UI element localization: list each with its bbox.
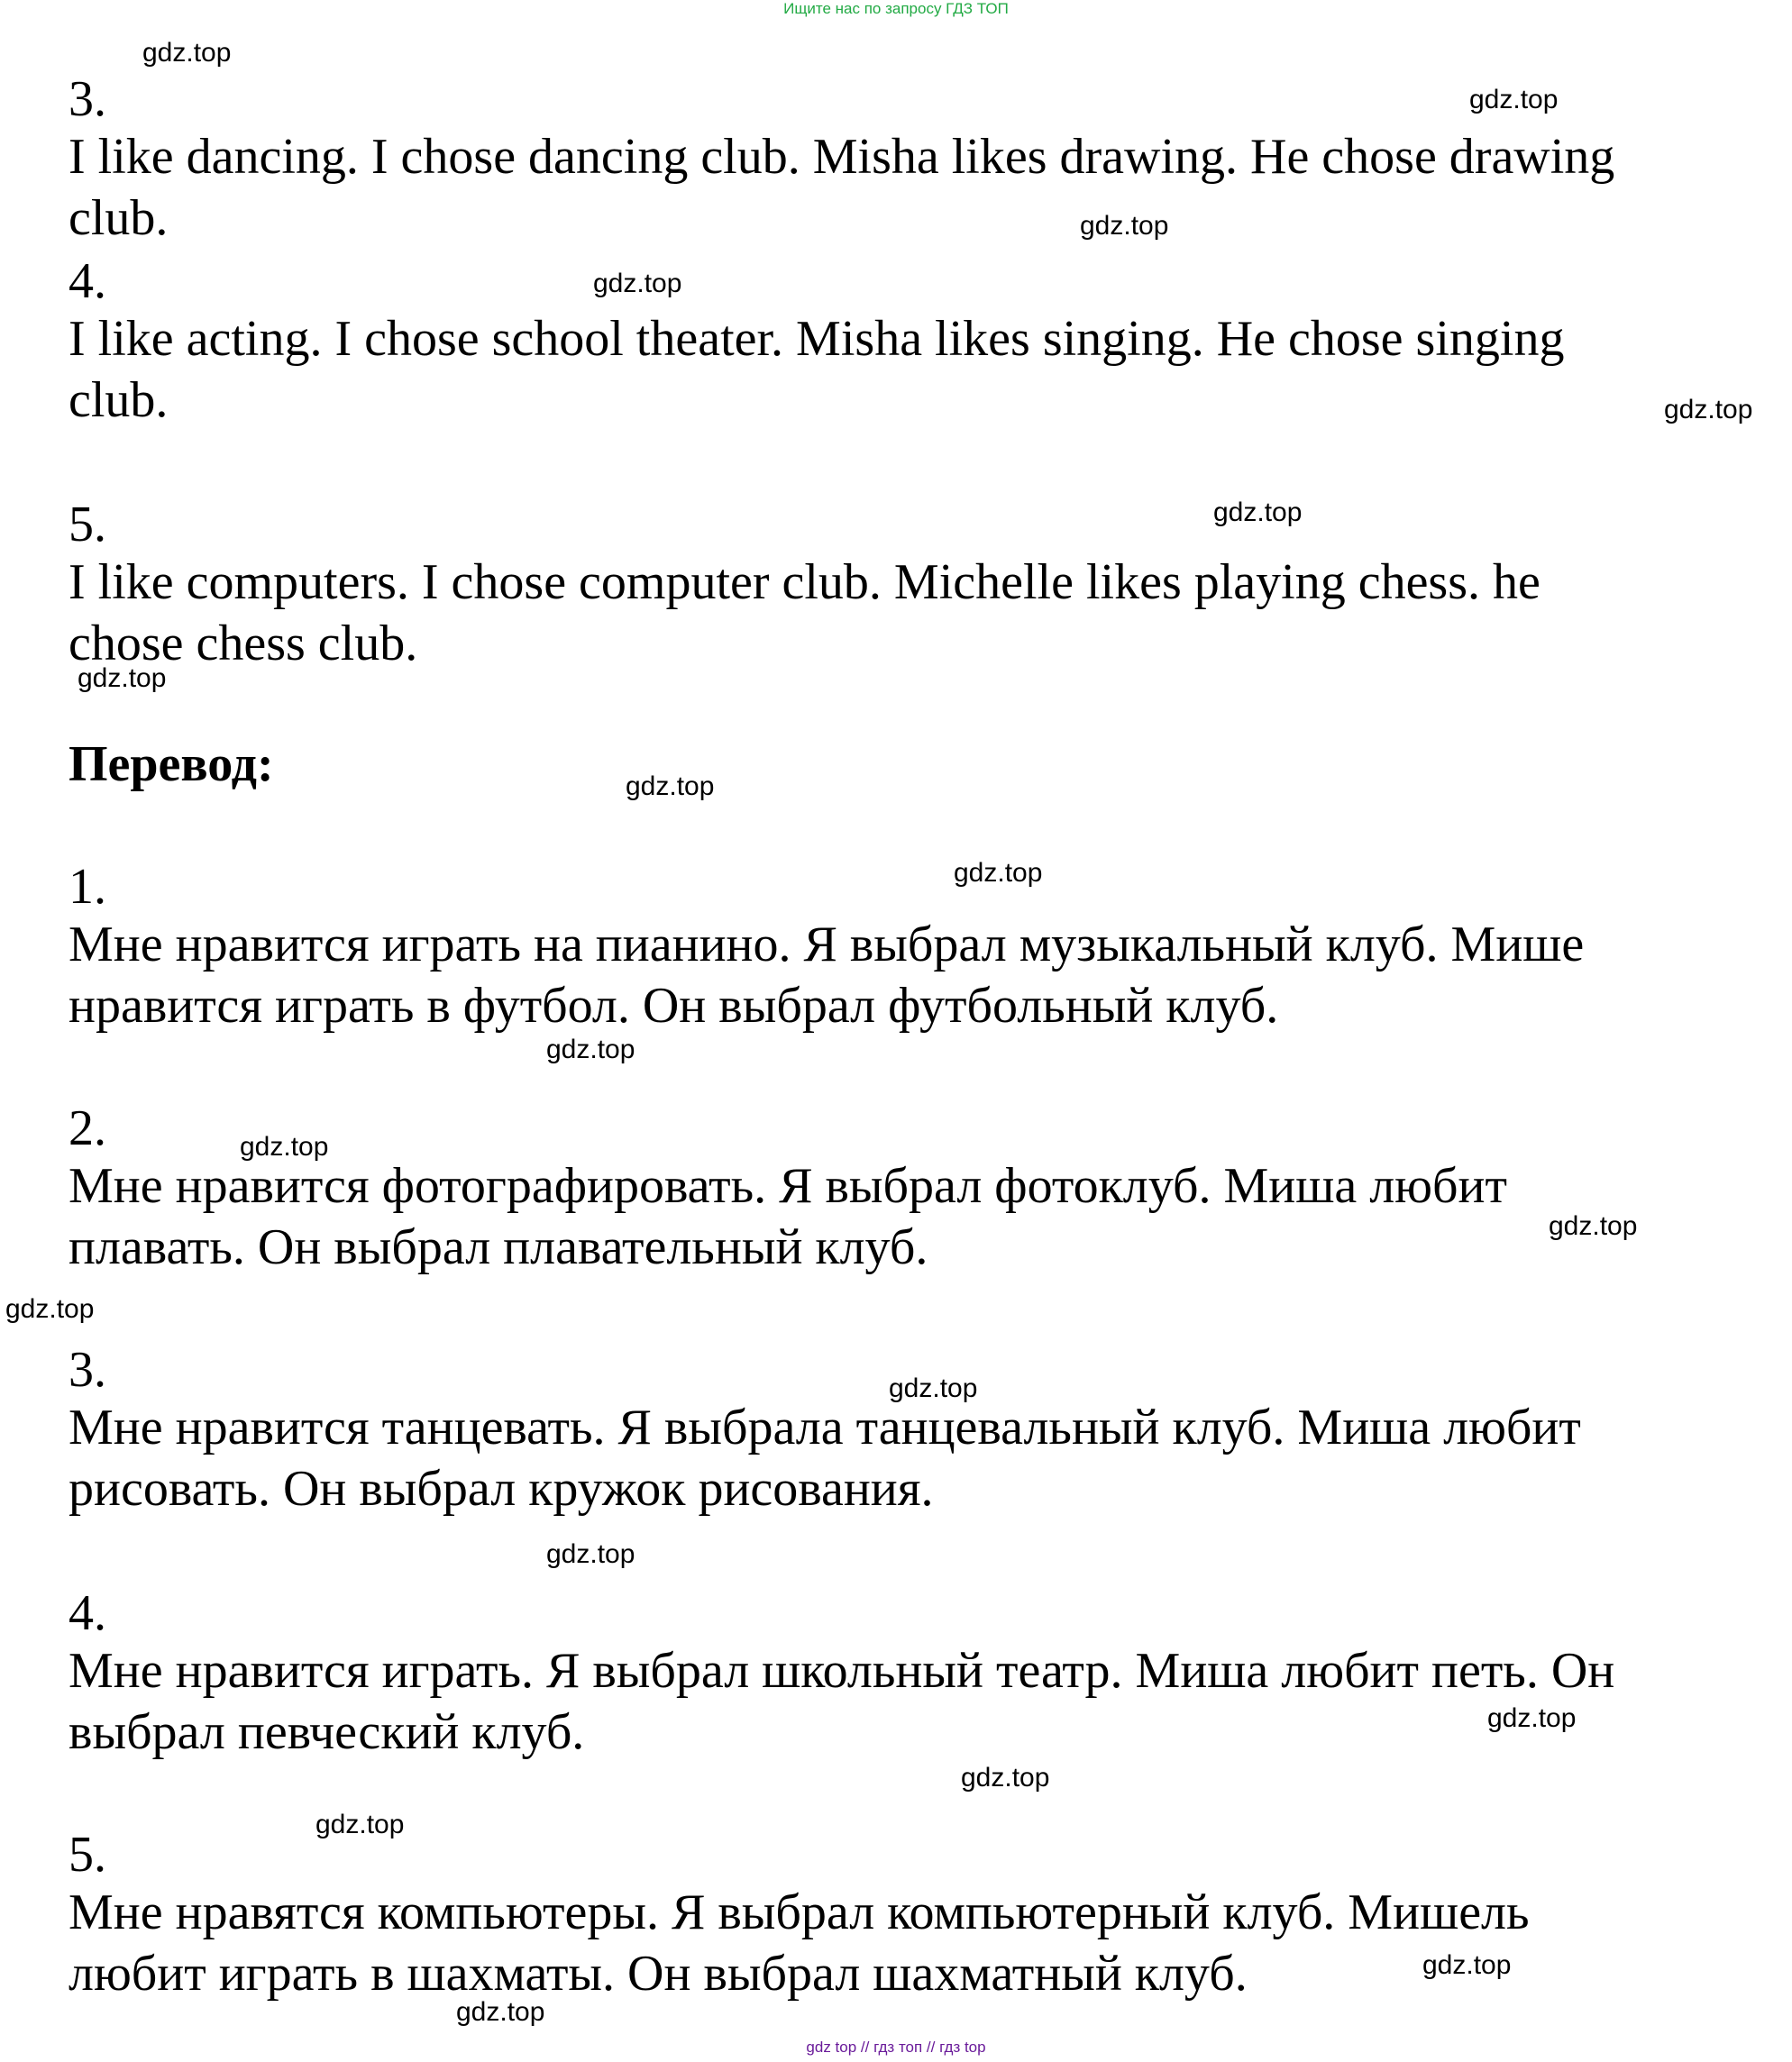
translation-line: Мне нравится фотографировать. Я выбрал фотоклуб. Миша любит	[69, 1158, 1507, 1214]
translation-line: рисовать. Он выбрал кружок рисования.	[69, 1461, 934, 1517]
translation-paragraph-4	[69, 1640, 1614, 1763]
translation-number-2: 2.	[69, 1100, 106, 1156]
translation-paragraph-2	[69, 1155, 1507, 1278]
answer-number-4: 4.	[69, 253, 106, 309]
translation-line: Мне нравится играть на пианино. Я выбрал музыкальный клуб. Мише	[69, 917, 1585, 972]
answer-line: I like dancing. I chose dancing club. Misha likes drawing. He chose drawing	[69, 129, 1615, 185]
watermark: gdz.top	[142, 38, 232, 68]
watermark: gdz.top	[546, 1539, 635, 1569]
translation-paragraph-5	[69, 1882, 1530, 2004]
watermark: gdz.top	[1422, 1950, 1512, 1980]
answer-paragraph-3	[69, 126, 1614, 249]
watermark: gdz.top	[546, 1035, 635, 1064]
watermark: gdz.top	[626, 771, 715, 801]
watermark: gdz.top	[1549, 1211, 1638, 1241]
translation-heading: Перевод:	[69, 736, 274, 792]
answer-paragraph-5	[69, 552, 1541, 674]
watermark: gdz.top	[1080, 211, 1169, 241]
watermark: gdz.top	[1469, 85, 1559, 114]
translation-number-1: 1.	[69, 859, 106, 915]
watermark: gdz.top	[1487, 1703, 1577, 1733]
answer-line: club.	[69, 372, 169, 428]
watermark: gdz.top	[889, 1373, 978, 1403]
translation-line: Мне нравится танцевать. Я выбрала танцевальный клуб. Миша любит	[69, 1400, 1581, 1455]
translation-line: Мне нравится играть. Я выбрал школьный театр. Миша любит петь. Он	[69, 1643, 1615, 1699]
translation-line: нравится играть в футбол. Он выбрал футбольный клуб.	[69, 978, 1279, 1034]
watermark: gdz.top	[456, 1997, 545, 2027]
translation-line: любит играть в шахматы. Он выбрал шахматный клуб.	[69, 1946, 1248, 2002]
watermark: gdz.top	[240, 1132, 329, 1162]
translation-line: плавать. Он выбрал плавательный клуб.	[69, 1219, 928, 1275]
translation-number-3: 3.	[69, 1342, 106, 1398]
watermark: gdz.top	[315, 1810, 405, 1839]
answer-paragraph-4	[69, 308, 1564, 431]
watermark: gdz.top	[1664, 395, 1753, 424]
answer-number-3: 3.	[69, 71, 106, 127]
answer-line: I like acting. I chose school theater. Misha likes singing. He chose singing	[69, 311, 1565, 367]
translation-paragraph-1	[69, 914, 1584, 1036]
translation-line: Мне нравятся компьютеры. Я выбрал компьютерный клуб. Мишель	[69, 1884, 1530, 1940]
translation-paragraph-3	[69, 1397, 1581, 1519]
answer-number-5: 5.	[69, 497, 106, 552]
watermark: gdz.top	[593, 269, 682, 298]
answer-line: club.	[69, 190, 169, 246]
watermark: gdz.top	[961, 1763, 1050, 1793]
translation-line: выбрал певческий клуб.	[69, 1704, 585, 1760]
watermark: gdz.top	[5, 1294, 95, 1324]
top-banner: Ищите нас по запросу ГДЗ ТОП	[783, 0, 1009, 17]
translation-number-4: 4.	[69, 1585, 106, 1641]
answer-line: I like computers. I chose computer club. Michelle likes playing chess. he	[69, 554, 1541, 610]
watermark: gdz.top	[78, 663, 167, 693]
footer-links: gdz top // гдз топ // гдз top	[806, 2039, 986, 2056]
watermark: gdz.top	[954, 858, 1043, 888]
answer-line: chose chess club.	[69, 616, 418, 671]
translation-number-5: 5.	[69, 1827, 106, 1883]
watermark: gdz.top	[1213, 497, 1303, 527]
